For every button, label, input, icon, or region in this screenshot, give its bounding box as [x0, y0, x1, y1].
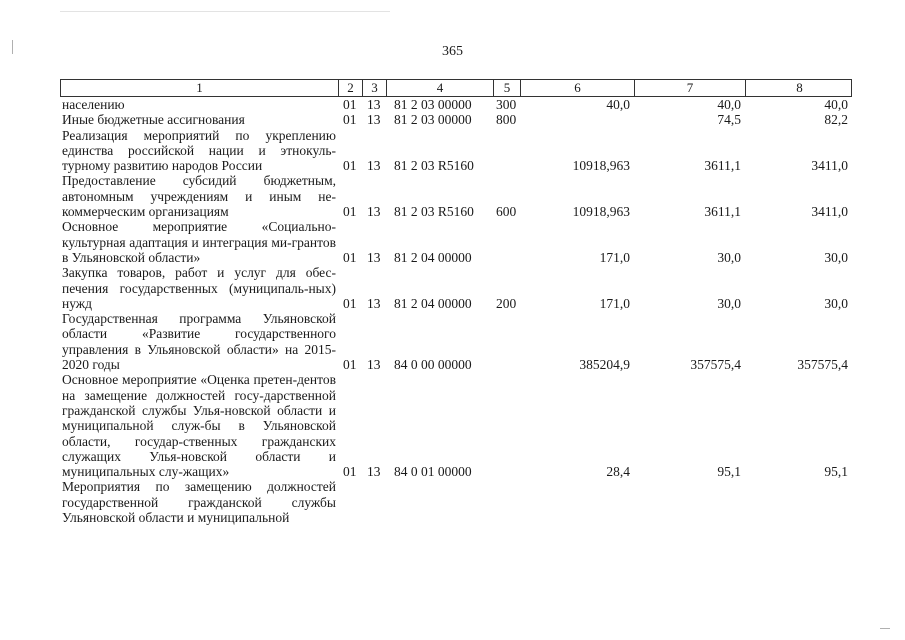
row-section: 01 — [343, 204, 357, 220]
row-value-col6: 385204,9 — [579, 357, 630, 373]
row-value-col7: 3611,1 — [704, 158, 741, 174]
header-col-1: 1 — [61, 80, 339, 96]
row-value-col6: 171,0 — [599, 249, 630, 265]
header-col-8: 8 — [796, 80, 803, 95]
row-target-code: 81 2 03 00000 — [394, 112, 472, 128]
table-row — [60, 112, 852, 127]
row-expense-type: 600 — [496, 204, 517, 220]
row-target-code: 81 2 04 00000 — [394, 295, 472, 311]
row-target-code: 84 0 00 00000 — [394, 357, 472, 373]
budget-table — [60, 79, 852, 525]
row-name: Государственная программа Ульяновской области «Развитие государственного управления в Ульяновской области» на 2015-2020 годы — [62, 311, 336, 373]
row-subsection: 13 — [367, 204, 381, 220]
row-subsection: 13 — [367, 464, 381, 480]
header-col-2: 2 — [339, 80, 363, 96]
scan-speck — [880, 628, 890, 629]
header-col-4: 4 — [387, 80, 494, 96]
row-section: 01 — [343, 464, 357, 480]
table-row — [60, 97, 852, 112]
row-name: Основное мероприятие «Оценка претен-дентов на замещение должностей госу-дарственной гражданской службы Улья-новской области и муниципальной служ-бы в Ульяновской области, государ-ственных гражданских служащих Улья-новской области и муниципальных слу-жащих» — [62, 372, 336, 480]
table-row — [60, 265, 852, 311]
row-value-col8: 357575,4 — [797, 357, 848, 373]
row-value-col8: 3411,0 — [811, 204, 848, 220]
row-expense-type: 200 — [496, 295, 517, 311]
row-section: 01 — [343, 158, 357, 174]
row-value-col6: 10918,963 — [572, 158, 630, 174]
row-subsection: 13 — [367, 357, 381, 373]
row-name: Закупка товаров, работ и услуг для обес-печения государственных (муниципаль-ных) нужд — [62, 265, 336, 311]
row-target-code: 81 2 03 R5160 — [394, 158, 474, 174]
row-value-col6: 171,0 — [599, 295, 630, 311]
table-row — [60, 128, 852, 174]
row-value-col7: 74,5 — [717, 112, 741, 128]
row-value-col8: 40,0 — [824, 97, 848, 112]
row-name: Мероприятия по замещению должностей государственной гражданской службы Ульяновской области и муниципальной — [62, 479, 336, 526]
row-value-col7: 30,0 — [717, 295, 741, 311]
table-row — [60, 173, 852, 219]
row-subsection: 13 — [367, 97, 381, 112]
row-value-col6: 28,4 — [606, 464, 630, 480]
row-name: Реализация мероприятий по укреплению единства российской нации и этнокуль-турному развитию народов России — [62, 127, 336, 174]
row-value-col7: 3611,1 — [704, 204, 741, 220]
header-col-3: 3 — [363, 80, 387, 96]
row-subsection: 13 — [367, 112, 381, 128]
header-col-6: 6 — [521, 80, 635, 96]
row-subsection: 13 — [367, 249, 381, 265]
row-name: Иные бюджетные ассигнования — [62, 112, 245, 128]
row-subsection: 13 — [367, 158, 381, 174]
header-col-5: 5 — [494, 80, 521, 96]
row-subsection: 13 — [367, 295, 381, 311]
row-name: Основное мероприятие «Социально-культурная адаптация и интеграция ми-грантов в Ульяновской области» — [62, 219, 336, 265]
row-value-col6: 10918,963 — [572, 204, 630, 220]
row-section: 01 — [343, 112, 357, 128]
row-target-code: 81 2 04 00000 — [394, 249, 472, 265]
row-section: 01 — [343, 249, 357, 265]
table-row — [60, 311, 852, 372]
row-expense-type: 300 — [496, 97, 517, 112]
row-value-col8: 3411,0 — [811, 158, 848, 174]
row-value-col6: 40,0 — [606, 97, 630, 112]
table-body — [60, 97, 852, 525]
row-section: 01 — [343, 357, 357, 373]
scan-speck — [12, 40, 13, 54]
header-col-7: 7 — [635, 80, 746, 96]
row-section: 01 — [343, 295, 357, 311]
row-value-col7: 40,0 — [717, 97, 741, 112]
row-value-col8: 30,0 — [824, 249, 848, 265]
row-name: Предоставление субсидий бюджетным, автономным учреждениям и иным не-коммерческим организациям — [62, 173, 336, 220]
table-row — [60, 479, 852, 525]
row-value-col7: 357575,4 — [690, 357, 741, 373]
row-value-col8: 95,1 — [824, 464, 848, 480]
row-value-col8: 30,0 — [824, 295, 848, 311]
row-value-col7: 30,0 — [717, 249, 741, 265]
row-target-code: 81 2 03 R5160 — [394, 204, 474, 220]
row-target-code: 84 0 01 00000 — [394, 464, 472, 480]
row-section: 01 — [343, 97, 357, 112]
row-target-code: 81 2 03 00000 — [394, 97, 472, 112]
scan-speck — [60, 11, 390, 12]
row-value-col7: 95,1 — [717, 464, 741, 480]
row-value-col8: 82,2 — [824, 112, 848, 128]
row-name: населению — [62, 97, 125, 112]
table-header-row — [60, 79, 852, 97]
table-row — [60, 219, 852, 265]
page-number: 365 — [442, 44, 463, 59]
row-expense-type: 800 — [496, 112, 517, 128]
table-row — [60, 372, 852, 479]
